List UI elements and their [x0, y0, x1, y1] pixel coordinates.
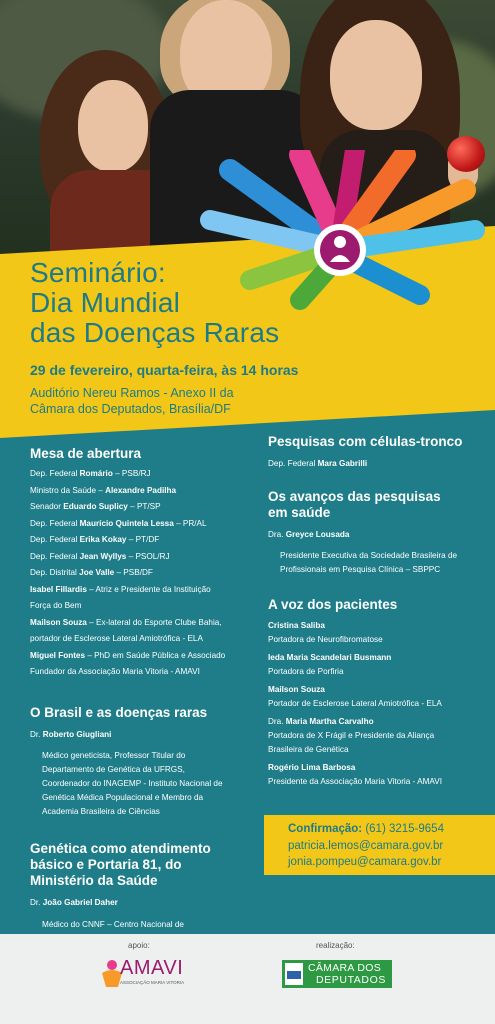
- genetica-heading: Genética como atendimento básico e Portaria 81, do Ministério da Saúde: [30, 841, 211, 888]
- confirmation-email-1[interactable]: patricia.lemos@camara.gov.br: [288, 840, 444, 852]
- event-date: 29 de fevereiro, quarta-feira, às 14 horas: [30, 362, 299, 378]
- pesquisas-heading: Pesquisas com células-tronco: [268, 434, 463, 449]
- brasil-description: Médico geneticista, Professor Titular do Departamento de Genética da UFRGS, Coordenador do INAGEMP - Instituto Nacional de Genética Médica Populacional e Membro da Academia Brasileira de Ciências: [42, 751, 223, 816]
- venue-line-1: Auditório Nereu Ramos - Anexo II da: [30, 386, 234, 400]
- mesa-item: Senador Eduardo Suplicy – PT/SP: [30, 502, 161, 511]
- avancos-heading: Os avanços das pesquisas em saúde: [268, 488, 441, 520]
- camara-line-2: DEPUTADOS: [316, 974, 386, 986]
- page-title: [30, 258, 360, 348]
- realizacao-label: realização:: [316, 941, 355, 950]
- mesa-item: Dep. Federal Maurício Quintela Lessa – PR/AL: [30, 518, 207, 528]
- apoio-label: apoio:: [128, 941, 150, 950]
- mesa-item-cont: Fundador da Associação Maria Vitoria - AMAVI: [30, 666, 200, 676]
- left-column: [30, 446, 260, 946]
- avancos-speaker: Dra. Greyce Lousada: [268, 529, 350, 539]
- mesa-item-cont: portador de Esclerose Lateral Amiotrófica - ELA: [30, 633, 203, 643]
- camara-emblem-icon: [285, 963, 303, 985]
- voz-heading: A voz dos pacientes: [268, 597, 398, 612]
- camara-line-1: CÂMARA DOS: [308, 962, 382, 974]
- confirmation-phone: Confirmação: (61) 3215-9654: [288, 823, 444, 835]
- patient-entry: Mailson Souza Portador de Esclerose Lateral Amiotrófica - ELA: [268, 685, 442, 708]
- patient-entry: Ieda Maria Scandelari Busmann Portadora de Porfiria: [268, 653, 392, 676]
- mesa-item: Ministro da Saúde – Alexandre Padilha: [30, 485, 177, 495]
- pesquisas-speaker: Dep. Federal Mara Gabrilli: [268, 459, 368, 468]
- brasil-speaker: Dr. Roberto Giugliani: [30, 729, 112, 739]
- event-venue: [30, 385, 310, 417]
- mesa-list: [30, 466, 260, 679]
- footer: [0, 934, 495, 1024]
- patient-entry: Dra. Maria Martha Carvalho Portadora de X Frágil e Presidente da Aliança Brasileira de Genética: [268, 717, 435, 754]
- patient-entry: Cristina Saliba Portadora de Neurofibromatose: [268, 621, 383, 644]
- mesa-item: Dep. Federal Romário – PSB/RJ: [30, 469, 151, 478]
- genetica-speaker: Dr. João Gabriel Daher: [30, 898, 118, 907]
- title-line-1: Seminário:: [30, 257, 166, 288]
- mesa-item: Miguel Fontes – PhD em Saúde Pública e Associado: [30, 650, 226, 660]
- title-line-3: das Doenças Raras: [30, 317, 280, 348]
- mesa-item: Dep. Federal Jean Wyllys – PSOL/RJ: [30, 551, 170, 561]
- brasil-heading: O Brasil e as doenças raras: [30, 704, 208, 720]
- mesa-item: Isabel Fillardis – Atriz e Presidente da Instituição: [30, 584, 211, 594]
- mesa-item: Mailson Souza – Ex-lateral do Esporte Clube Bahia,: [30, 617, 222, 627]
- confirmation-email-2[interactable]: jonia.pompeu@camara.gov.br: [288, 856, 442, 868]
- mesa-item-cont: Força do Bem: [30, 600, 82, 610]
- voz-list: [268, 619, 490, 789]
- mesa-item: Dep. Federal Erika Kokay – PT/DF: [30, 535, 160, 544]
- mesa-item: Dep. Distrital Joe Valle – PSB/DF: [30, 568, 153, 577]
- confirmation-box: [264, 815, 495, 875]
- mesa-heading: Mesa de abertura: [30, 446, 142, 461]
- amavi-subtitle: ASSOCIAÇÃO MARIA VITORIA: [120, 980, 185, 985]
- amavi-name: AMAVI: [120, 957, 184, 979]
- avancos-description: Presidente Executiva da Sociedade Brasileira de Profissionais em Pesquisa Clínica – SBPPC: [280, 551, 458, 574]
- genetica-description: Médico do CNNF – Centro Nacional de: [42, 919, 184, 929]
- venue-line-2: Câmara dos Deputados, Brasília/DF: [30, 402, 231, 416]
- camara-logo: [282, 960, 392, 988]
- patient-entry: Rogério Lima Barbosa Presidente da Associação Maria Vitoria - AMAVI: [268, 763, 442, 786]
- title-line-2: Dia Mundial: [30, 287, 181, 318]
- right-column: [268, 434, 490, 789]
- amavi-logo: [100, 955, 185, 997]
